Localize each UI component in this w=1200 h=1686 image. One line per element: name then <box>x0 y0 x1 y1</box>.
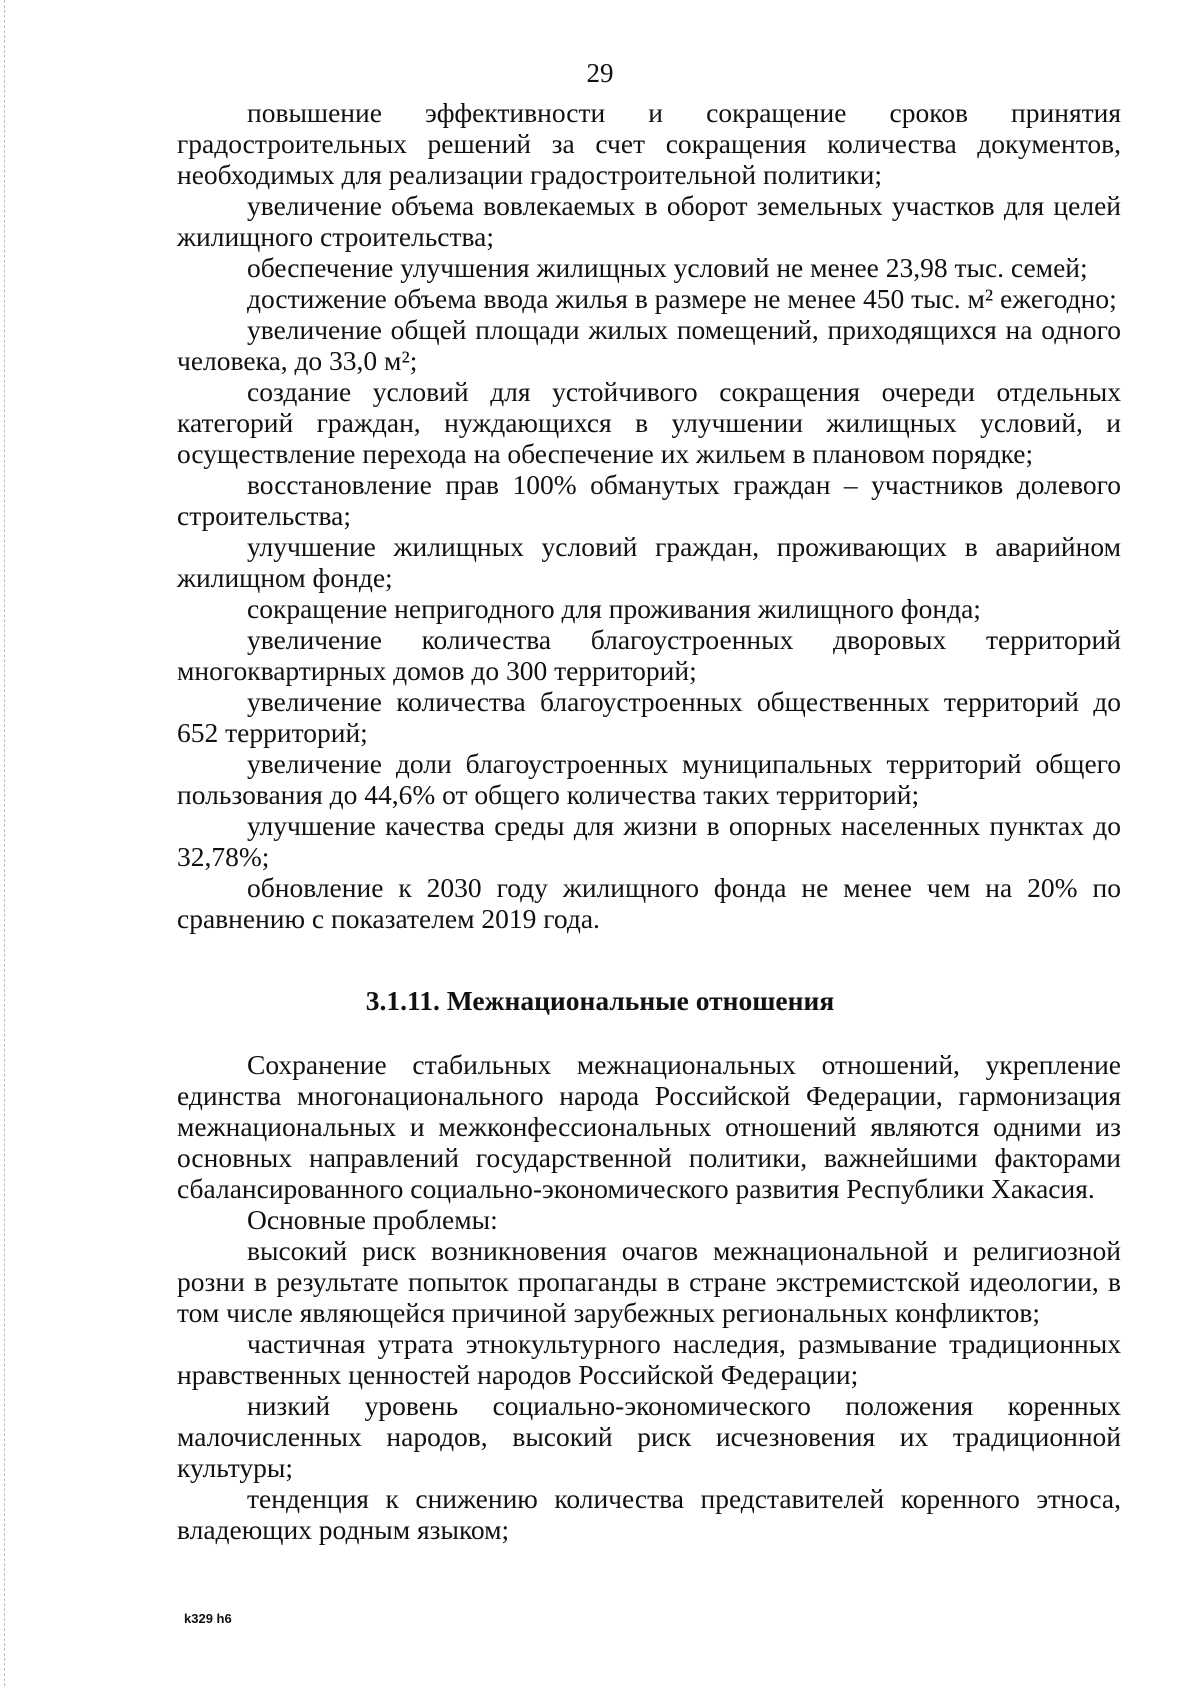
document-code: k329 h6 <box>184 1611 232 1626</box>
paragraph: увеличение доли благоустроенных муниципальных территорий общего пользования до 44,6% от общего количества таких территорий; <box>177 748 1121 810</box>
paragraph: повышение эффективности и сокращение сроков принятия градостроительных решений за счет сокращения количества документов, необходимых для реализации градостроительной политики; <box>177 97 1121 190</box>
page-number: 29 <box>586 58 614 88</box>
housing-goals-text <box>177 97 1121 934</box>
paragraph: обеспечение улучшения жилищных условий не менее 23,98 тыс. семей; <box>247 252 1088 283</box>
paragraph: обновление к 2030 году жилищного фонда не менее чем на 20% по сравнению с показателем 2019 года. <box>177 872 1121 934</box>
interethnic-relations-text <box>177 1049 1121 1545</box>
paragraph: увеличение количества благоустроенных дворовых территорий многоквартирных домов до 300 территорий; <box>177 624 1121 686</box>
paragraph: увеличение общей площади жилых помещений, приходящихся на одного человека, до 33,0 м²; <box>177 314 1121 376</box>
paragraph: восстановление прав 100% обманутых граждан – участников долевого строительства; <box>177 469 1121 531</box>
paragraph: создание условий для устойчивого сокращения очереди отдельных категорий граждан, нуждающихся в улучшении жилищных условий, и осуществление перехода на обеспечение их жильем в плановом порядке; <box>177 376 1121 469</box>
paragraph: увеличение количества благоустроенных общественных территорий до 652 территорий; <box>177 686 1121 748</box>
paragraph: Основные проблемы: <box>247 1204 498 1235</box>
paragraph: Сохранение стабильных межнациональных отношений, укрепление единства многонационального народа Российской Федерации, гармонизация межнациональных и межконфессиональных отношений являются одними из основных направлений государственной политики, важнейшими факторами сбалансированного социально-экономического развития Республики Хакасия. <box>177 1049 1121 1204</box>
paragraph: низкий уровень социально-экономического положения коренных малочисленных народов, высокий риск исчезновения их традиционной культуры; <box>177 1390 1121 1483</box>
paragraph: увеличение объема вовлекаемых в оборот земельных участков для целей жилищного строительства; <box>177 190 1121 252</box>
paragraph: частичная утрата этнокультурного наследия, размывание традиционных нравственных ценностей народов Российской Федерации; <box>177 1328 1121 1390</box>
paragraph: улучшение качества среды для жизни в опорных населенных пунктах до 32,78%; <box>177 810 1121 872</box>
paragraph: сокращение непригодного для проживания жилищного фонда; <box>247 593 981 624</box>
section-heading: 3.1.11. Межнациональные отношения <box>365 985 835 1016</box>
paragraph: достижение объема ввода жилья в размере не менее 450 тыс. м² ежегодно; <box>247 283 1117 314</box>
paragraph: улучшение жилищных условий граждан, проживающих в аварийном жилищном фонде; <box>177 531 1121 593</box>
paragraph: тенденция к снижению количества представителей коренного этноса, владеющих родным языком; <box>177 1483 1121 1545</box>
scan-edge-line <box>4 0 5 1686</box>
paragraph: высокий риск возникновения очагов межнациональной и религиозной розни в результате попыток пропаганды в стране экстремистской идеологии, в том числе являющейся причиной зарубежных региональных конфликтов; <box>177 1235 1121 1328</box>
